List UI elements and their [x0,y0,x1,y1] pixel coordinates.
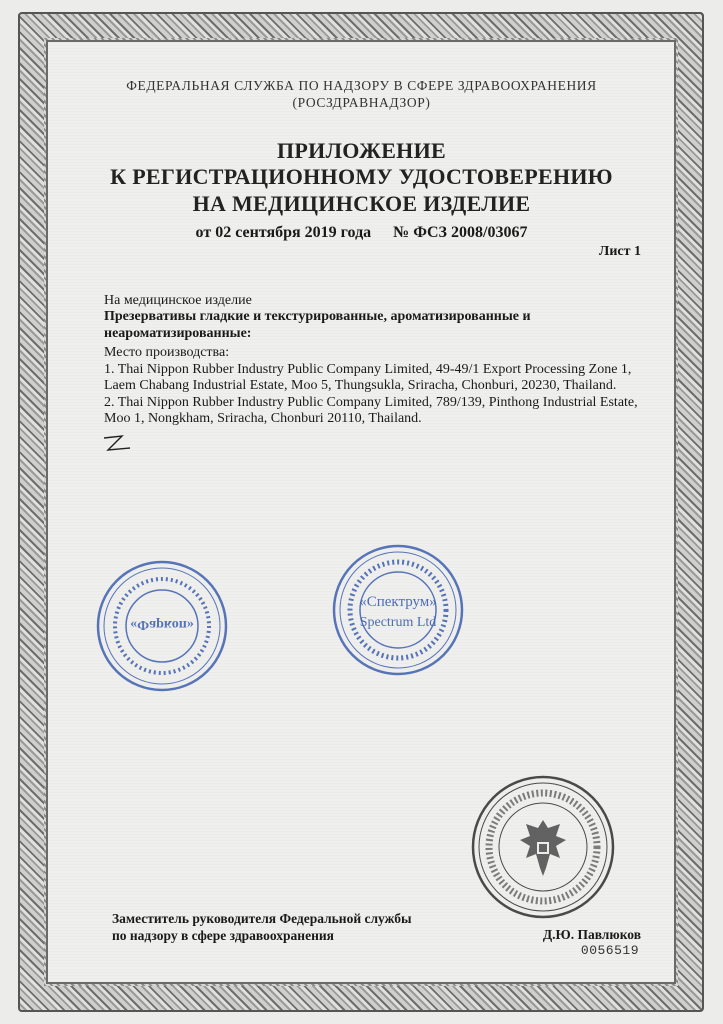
official-seal [468,772,618,922]
product-name-line2: неароматизированные: [104,326,252,341]
company-stamp-left [92,556,232,696]
place-of-production-label: Место производства: [104,345,230,360]
site1-line2: Laem Chabang Industrial Estate, Moo 5, Thungsukla, Sriracha, Chonburi, 20230, Thailand. [104,378,617,393]
form-serial-number: 0056519 [580,943,639,958]
left-stamp-text: «Фаркоп» [130,617,194,632]
product-name-line1: Презервативы гладкие и текстурированные, ароматизированные и [104,309,531,324]
company-stamp-spectrum [328,540,468,680]
spectrum-stamp-text-en: Spectrum Ltd [359,615,437,630]
doc-title-line3: НА МЕДИЦИНСКОЕ ИЗДЕЛИЕ [192,191,531,216]
spectrum-stamp-text-ru: «Спектрум» [359,594,437,610]
doc-title-line2: К РЕГИСТРАЦИОННОМУ УДОСТОВЕРЕНИЮ [110,164,613,189]
certificate-date: от 02 сентября 2019 года [195,224,372,241]
intro-text: На медицинское изделие [104,293,252,308]
doc-title-line1: ПРИЛОЖЕНИЕ [277,138,446,163]
handwritten-mark [100,430,140,456]
agency-abbreviation: (РОСЗДРАВНАДЗОР) [292,95,431,110]
site2-line2: Moo 1, Nongkham, Sriracha, Chonburi 20110, Thailand. [104,411,422,426]
eagle-emblem-icon [520,820,566,876]
agency-name: ФЕДЕРАЛЬНАЯ СЛУЖБА ПО НАДЗОРУ В СФЕРЕ ЗДРАВООХРАНЕНИЯ [126,78,597,93]
signer-name: Д.Ю. Павлюков [542,927,641,942]
site2-line1: 2. Thai Nippon Rubber Industry Public Company Limited, 789/139, Pinthong Industrial Estate, [104,395,638,410]
site1-line1: 1. Thai Nippon Rubber Industry Public Company Limited, 49-49/1 Export Processing Zone 1, [104,362,632,377]
certificate-dateline [0,224,723,242]
signatory-title-line2: по надзору в сфере здравоохранения [112,928,334,943]
sheet-number: Лист 1 [598,244,641,259]
signatory-title-line1: Заместитель руководителя Федеральной службы [112,911,412,926]
certificate-number: № ФСЗ 2008/03067 [393,224,528,241]
